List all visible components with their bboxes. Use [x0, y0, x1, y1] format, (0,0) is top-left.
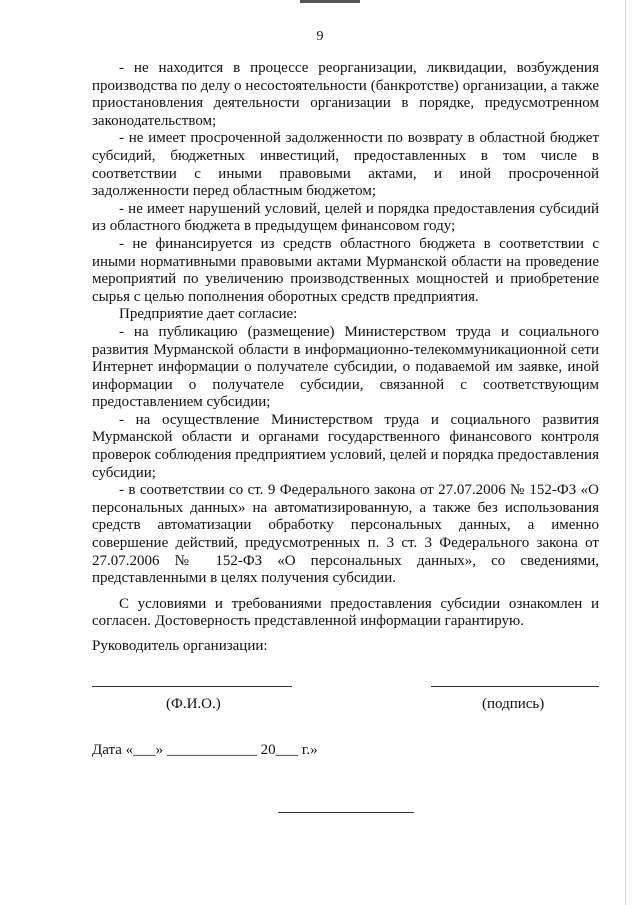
- document-body: [92, 60, 599, 631]
- consent-inspection: - на осуществление Министерством труда и социального развития Мурманской области и органами государственного финансового контроля проверок соблюдения предприятием условий, целей и порядка предоставления субсидии;: [92, 411, 599, 481]
- name-caption: (Ф.И.О.): [166, 696, 221, 712]
- date-line: Дата «___» ____________ 20___ г.»: [92, 742, 318, 758]
- condition-reorganization: - не находится в процессе реорганизации, ликвидации, возбуждения производства по делу о несостоятельности (банкротстве) организации, а также приостановления деятельности организации в порядке, предусмотренном законодательством;: [92, 60, 599, 129]
- condition-debt: - не имеет просроченной задолженности по возврату в областной бюджет субсидий, бюджетных инвестиций, предоставленных в том числе в соответствии с иными правовыми актами, и иной просроченной задолженности перед областным бюджетом;: [92, 130, 599, 200]
- head-of-organization-label: Руководитель организации:: [92, 638, 268, 654]
- name-line: [92, 686, 292, 687]
- signature-caption: (подпись): [482, 696, 545, 712]
- signature-line: [431, 686, 599, 687]
- closing-line: [278, 812, 414, 813]
- acknowledgement: С условиями и требованиями предоставления субсидии ознакомлен и согласен. Достоверность представленной информации гарантирую.: [92, 595, 599, 630]
- consent-publication: - на публикацию (размещение) Министерством труда и социального развития Мурманской области в информационно-телекоммуникационной сети Интернет информации о получателе субсидии, о подаваемой им заявке, иной информации о получателе субсидии, связанной с соответствующим предоставлением субсидии;: [92, 323, 599, 411]
- consent-personal-data: - в соответствии со ст. 9 Федерального закона от 27.07.2006 № 152-ФЗ «О персональных данных» на автоматизированную, а также без использования средств автоматизации обработку персональных данных, а именно совершение действий, предусмотренных п. 3 ст. 3 Федерального закона от 27.07.2006 № 152-ФЗ «О персональных данных», со сведениями, представленными в целях получения субсидии.: [92, 482, 599, 587]
- scan-artifact: [300, 0, 360, 3]
- condition-violations: - не имеет нарушений условий, целей и порядка предоставления субсидий из областного бюджета в предыдущем финансовом году;: [92, 200, 599, 235]
- scan-edge: [625, 0, 626, 905]
- condition-financing: - не финансируется из средств областного бюджета в соответствии с иными нормативными правовыми актами Мурманской области на проведение мероприятий по увеличению производственных мощностей и приобретение сырья с целью пополнения оборотных средств предприятия.: [92, 235, 599, 305]
- page-number: 9: [316, 29, 324, 44]
- consent-heading: Предприятие дает согласие:: [119, 306, 298, 323]
